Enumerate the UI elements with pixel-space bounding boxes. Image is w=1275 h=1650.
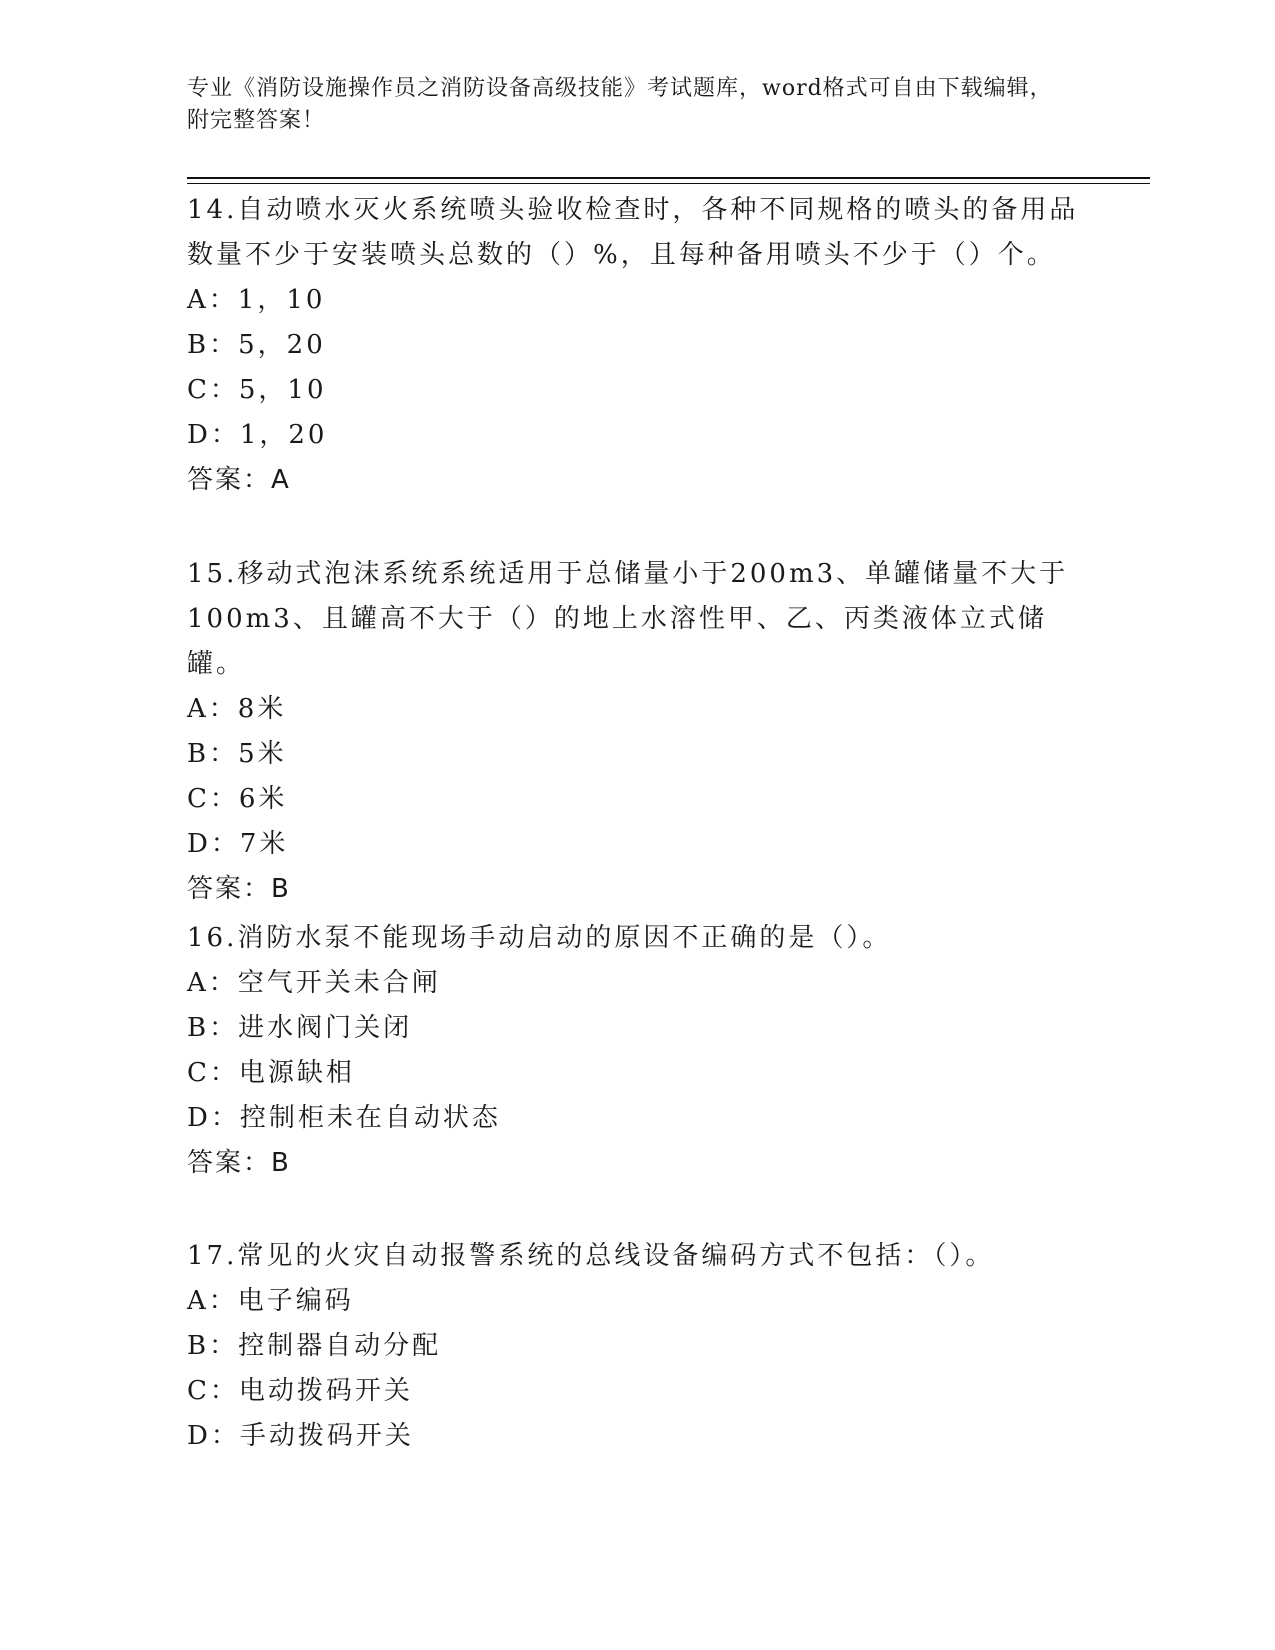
option-b: B：控制器自动分配 <box>187 1331 442 1361</box>
question-15 <box>187 552 1087 912</box>
option-b: B：5，20 <box>187 330 326 360</box>
option-c: C：5，10 <box>187 375 327 405</box>
option-c: C：电动拨码开关 <box>187 1376 413 1406</box>
question-16 <box>187 916 1087 1186</box>
question-stem: 17.常见的火灾自动报警系统的总线设备编码方式不包括：（）。 <box>187 1241 995 1271</box>
option-a: A：8米 <box>187 694 287 724</box>
option-d: D：手动拨码开关 <box>187 1421 414 1451</box>
question-17 <box>187 1234 1087 1459</box>
answer: 答案：A <box>187 465 291 495</box>
option-d: D：7米 <box>187 829 289 859</box>
header-divider-thin <box>187 183 1150 184</box>
question-stem: 14.自动喷水灭火系统喷头验收检查时，各种不同规格的喷头的备用品数量不少于安装喷头总数的（）%，且每种备用喷头不少于（）个。 <box>187 195 1079 270</box>
header-divider-thick <box>187 177 1150 179</box>
option-b: B：5米 <box>187 739 287 769</box>
option-b: B：进水阀门关闭 <box>187 1013 413 1043</box>
document-header: 专业《消防设施操作员之消防设备高级技能》考试题库，word格式可自由下载编辑，附完整答案！ <box>187 76 1053 133</box>
question-stem: 16.消防水泵不能现场手动启动的原因不正确的是（）。 <box>187 923 892 953</box>
answer: 答案：B <box>187 1148 291 1178</box>
option-c: C：电源缺相 <box>187 1058 355 1088</box>
option-d: D：控制柜未在自动状态 <box>187 1103 501 1133</box>
question-14 <box>187 188 1087 503</box>
option-c: C：6米 <box>187 784 288 814</box>
answer: 答案：B <box>187 874 291 904</box>
option-d: D：1，20 <box>187 420 328 450</box>
option-a: A：空气开关未合闸 <box>187 968 441 998</box>
option-a: A：电子编码 <box>187 1286 354 1316</box>
option-a: A：1，10 <box>187 285 326 315</box>
question-stem: 15.移动式泡沫系统系统适用于总储量小于200m3、单罐储量不大于100m3、且罐高不大于（）的地上水溶性甲、乙、丙类液体立式储罐。 <box>187 559 1069 679</box>
